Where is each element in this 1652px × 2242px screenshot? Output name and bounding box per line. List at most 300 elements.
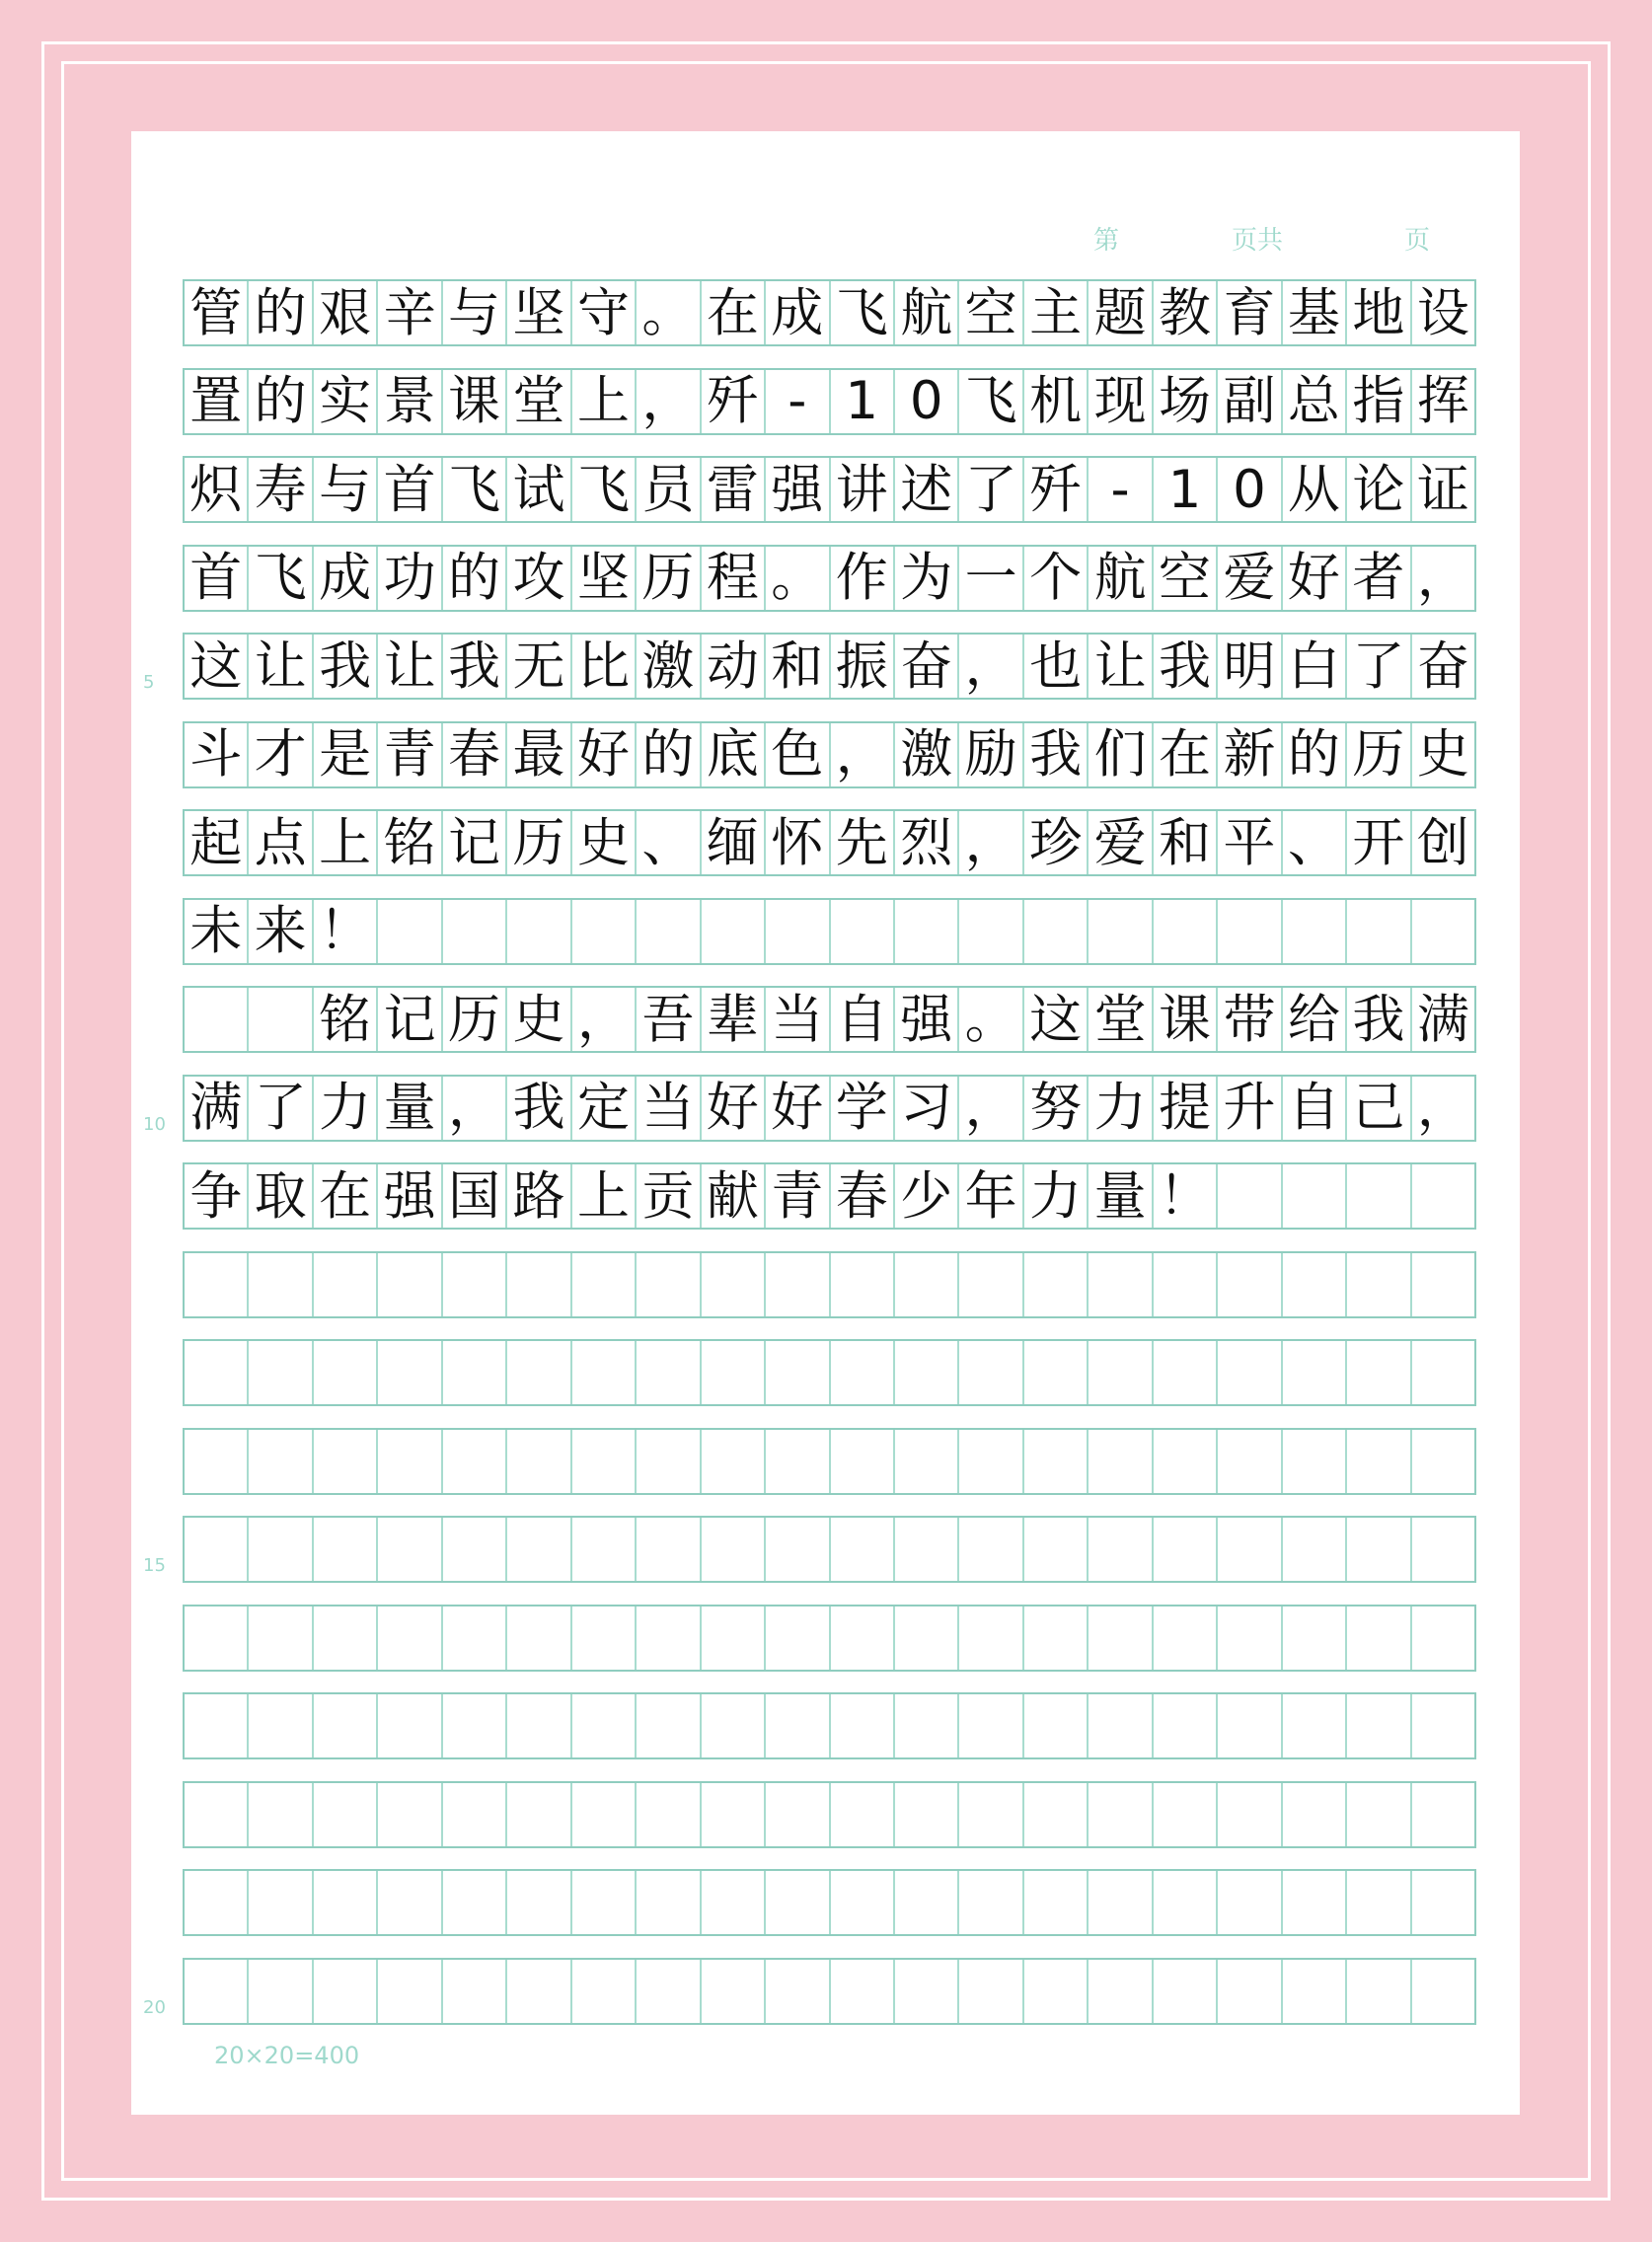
grid-cell: 歼 bbox=[702, 370, 766, 433]
grid-cell bbox=[766, 1253, 830, 1316]
grid-cell bbox=[766, 1960, 830, 2023]
grid-cell bbox=[1154, 1341, 1218, 1404]
grid-cell: 自 bbox=[831, 988, 895, 1051]
grid-cell: 动 bbox=[702, 635, 766, 698]
grid-cell bbox=[249, 1783, 313, 1846]
grid-cell: 吾 bbox=[637, 988, 701, 1051]
grid-cell: 年 bbox=[959, 1164, 1023, 1228]
grid-cell: 春 bbox=[831, 1164, 895, 1228]
grid-row bbox=[183, 721, 1476, 788]
grid-cell bbox=[1024, 1960, 1089, 2023]
grid-cell: 艰 bbox=[314, 281, 378, 344]
grid-cell bbox=[1412, 1871, 1474, 1934]
grid-cell bbox=[507, 1783, 571, 1846]
grid-cell: 学 bbox=[831, 1077, 895, 1140]
grid-cell: 了 bbox=[249, 1077, 313, 1140]
grid-cell bbox=[895, 1871, 959, 1934]
grid-cell bbox=[895, 1960, 959, 2023]
grid-cell: 献 bbox=[702, 1164, 766, 1228]
grid-cell: 上 bbox=[572, 1164, 637, 1228]
grid-cell bbox=[1089, 1430, 1153, 1493]
grid-cell: 了 bbox=[959, 458, 1023, 521]
grid-cell bbox=[1024, 1341, 1089, 1404]
grid-cell bbox=[572, 1341, 637, 1404]
grid-cell: ， bbox=[959, 1077, 1023, 1140]
grid-row bbox=[183, 1781, 1476, 1848]
grid-cell bbox=[1154, 1783, 1218, 1846]
grid-cell: 来 bbox=[249, 900, 313, 963]
grid-cell: 记 bbox=[443, 811, 507, 874]
grid-cell bbox=[507, 1430, 571, 1493]
grid-cell: 在 bbox=[702, 281, 766, 344]
grid-cell bbox=[959, 1518, 1023, 1581]
grid-cell: 雷 bbox=[702, 458, 766, 521]
grid-cell bbox=[378, 1607, 442, 1670]
grid-cell: 的 bbox=[1283, 723, 1347, 786]
grid-cell bbox=[378, 1253, 442, 1316]
grid-cell: 点 bbox=[249, 811, 313, 874]
grid-cell bbox=[1412, 1607, 1474, 1670]
grid-cell: 努 bbox=[1024, 1077, 1089, 1140]
grid-cell bbox=[185, 1430, 249, 1493]
grid-cell: 我 bbox=[1024, 723, 1089, 786]
grid-cell: 了 bbox=[1347, 635, 1411, 698]
grid-cell bbox=[1089, 1871, 1153, 1934]
grid-cell: 是 bbox=[314, 723, 378, 786]
grid-cell bbox=[1024, 1253, 1089, 1316]
grid-row bbox=[183, 1958, 1476, 2025]
grid-cell bbox=[831, 1253, 895, 1316]
grid-cell bbox=[959, 1341, 1023, 1404]
grid-row bbox=[183, 279, 1476, 346]
composition-paper bbox=[131, 131, 1520, 2115]
grid-cell: 习 bbox=[895, 1077, 959, 1140]
grid-cell: 先 bbox=[831, 811, 895, 874]
grid-cell bbox=[314, 1783, 378, 1846]
grid-cell bbox=[1283, 1694, 1347, 1757]
grid-cell bbox=[895, 1607, 959, 1670]
page-prefix: 第 bbox=[1093, 226, 1120, 256]
grid-cell bbox=[1024, 1430, 1089, 1493]
grid-cell bbox=[766, 1783, 830, 1846]
grid-cell bbox=[1218, 1960, 1282, 2023]
grid-row bbox=[183, 368, 1476, 435]
grid-cell bbox=[378, 1518, 442, 1581]
grid-cell: 现 bbox=[1089, 370, 1153, 433]
grid-cell: ， bbox=[959, 635, 1023, 698]
grid-cell: 振 bbox=[831, 635, 895, 698]
grid-cell bbox=[1024, 1871, 1089, 1934]
grid-cell: 也 bbox=[1024, 635, 1089, 698]
grid-cell: 创 bbox=[1416, 812, 1469, 873]
grid-cell: 取 bbox=[249, 1164, 313, 1228]
grid-cell bbox=[249, 1430, 313, 1493]
grid-cell: 述 bbox=[895, 458, 959, 521]
grid-cell bbox=[1412, 1518, 1474, 1581]
grid-cell: 个 bbox=[1024, 547, 1089, 610]
grid-cell bbox=[1283, 1783, 1347, 1846]
grid-cell bbox=[185, 1960, 249, 2023]
grid-cell bbox=[766, 1518, 830, 1581]
grid-cell bbox=[249, 1607, 313, 1670]
grid-cell: 首 bbox=[378, 458, 442, 521]
grid-cell: 青 bbox=[766, 1164, 830, 1228]
grid-cell: ， bbox=[572, 988, 637, 1051]
grid-cell bbox=[249, 1871, 313, 1934]
grid-cell bbox=[1412, 1164, 1474, 1228]
grid-cell: 爱 bbox=[1218, 547, 1282, 610]
grid-cell: 上 bbox=[314, 811, 378, 874]
grid-cell: ， bbox=[831, 723, 895, 786]
grid-cell: 主 bbox=[1024, 281, 1089, 344]
grid-cell bbox=[1218, 1253, 1282, 1316]
grid-cell: 飞 bbox=[249, 547, 313, 610]
grid-cell bbox=[637, 1871, 701, 1934]
grid-cell: ， bbox=[443, 1077, 507, 1140]
grid-cell bbox=[378, 1871, 442, 1934]
grid-cell: 珍 bbox=[1024, 811, 1089, 874]
grid-cell bbox=[895, 1694, 959, 1757]
grid-cell bbox=[1347, 1871, 1411, 1934]
grid-row bbox=[183, 1516, 1476, 1583]
grid-cell bbox=[572, 1518, 637, 1581]
grid-cell: 开 bbox=[1347, 811, 1411, 874]
grid-cell: 强 bbox=[895, 988, 959, 1051]
grid-row bbox=[183, 898, 1476, 965]
grid-cell bbox=[1412, 1783, 1474, 1846]
grid-cell bbox=[1218, 1607, 1282, 1670]
grid-cell: 成 bbox=[766, 281, 830, 344]
row-number: 10 bbox=[143, 1113, 166, 1135]
grid-cell: 讲 bbox=[831, 458, 895, 521]
grid-cell: 起 bbox=[185, 811, 249, 874]
grid-cell bbox=[1089, 900, 1153, 963]
grid-cell: 让 bbox=[1089, 635, 1153, 698]
grid-cell bbox=[314, 1694, 378, 1757]
grid-cell bbox=[507, 1341, 571, 1404]
grid-cell: 飞 bbox=[959, 370, 1023, 433]
grid-cell bbox=[572, 1783, 637, 1846]
grid-cell bbox=[1412, 900, 1474, 963]
grid-cell bbox=[185, 1871, 249, 1934]
grid-cell: 春 bbox=[443, 723, 507, 786]
grid-cell: 满 bbox=[185, 1077, 249, 1140]
grid-cell bbox=[831, 1871, 895, 1934]
grid-cell bbox=[443, 1607, 507, 1670]
grid-cell: 提 bbox=[1154, 1077, 1218, 1140]
grid-cell: 记 bbox=[378, 988, 442, 1051]
grid-cell bbox=[443, 1518, 507, 1581]
grid-cell: 我 bbox=[314, 635, 378, 698]
grid-cell: 让 bbox=[378, 635, 442, 698]
grid-cell bbox=[1218, 1518, 1282, 1581]
grid-cell: 让 bbox=[249, 635, 313, 698]
grid-cell: 课 bbox=[1154, 988, 1218, 1051]
grid-cell bbox=[895, 1253, 959, 1316]
grid-cell bbox=[443, 1960, 507, 2023]
grid-cell bbox=[702, 1694, 766, 1757]
grid-cell: 我 bbox=[443, 635, 507, 698]
grid-cell bbox=[249, 1341, 313, 1404]
grid-cell: ！ bbox=[1154, 1164, 1218, 1228]
grid-cell: 地 bbox=[1347, 281, 1411, 344]
grid-cell bbox=[443, 1430, 507, 1493]
grid-cell: 升 bbox=[1218, 1077, 1282, 1140]
grid-cell: 这 bbox=[1024, 988, 1089, 1051]
grid-cell bbox=[378, 1783, 442, 1846]
grid-cell bbox=[249, 1518, 313, 1581]
grid-cell bbox=[314, 1871, 378, 1934]
grid-cell: 和 bbox=[766, 635, 830, 698]
grid-cell bbox=[1089, 1694, 1153, 1757]
grid-cell: 路 bbox=[507, 1164, 571, 1228]
grid-cell: 的 bbox=[443, 547, 507, 610]
grid-cell: 寿 bbox=[249, 458, 313, 521]
grid-row bbox=[183, 1251, 1476, 1318]
grid-cell bbox=[1347, 1783, 1411, 1846]
grid-cell: 史 bbox=[572, 811, 637, 874]
grid-cell: 争 bbox=[185, 1164, 249, 1228]
grid-cell: 在 bbox=[1154, 723, 1218, 786]
grid-row bbox=[183, 1428, 1476, 1495]
grid-cell bbox=[959, 1253, 1023, 1316]
grid-cell bbox=[959, 1783, 1023, 1846]
grid-cell: 激 bbox=[637, 635, 701, 698]
grid-cell: 、 bbox=[637, 811, 701, 874]
grid-capacity-label: 20×20=400 bbox=[214, 2042, 360, 2069]
grid-cell bbox=[895, 1430, 959, 1493]
grid-cell bbox=[249, 1694, 313, 1757]
grid-cell bbox=[378, 1341, 442, 1404]
grid-cell: 航 bbox=[895, 281, 959, 344]
grid-cell bbox=[637, 1960, 701, 2023]
grid-cell bbox=[702, 1341, 766, 1404]
grid-cell bbox=[443, 1253, 507, 1316]
grid-cell bbox=[1412, 1341, 1474, 1404]
grid-cell: 飞 bbox=[831, 281, 895, 344]
grid-cell: 0 bbox=[895, 370, 959, 433]
grid-cell: 空 bbox=[959, 281, 1023, 344]
page-suffix: 页 bbox=[1404, 226, 1431, 256]
grid-cell bbox=[895, 1783, 959, 1846]
grid-cell bbox=[507, 1960, 571, 2023]
grid-cell bbox=[314, 1518, 378, 1581]
grid-cell: 贡 bbox=[637, 1164, 701, 1228]
grid-cell: 实 bbox=[314, 370, 378, 433]
grid-cell bbox=[1218, 1871, 1282, 1934]
grid-cell bbox=[572, 1960, 637, 2023]
grid-cell: 与 bbox=[443, 281, 507, 344]
grid-cell bbox=[314, 1430, 378, 1493]
grid-cell: 指 bbox=[1347, 370, 1411, 433]
grid-cell bbox=[1283, 1607, 1347, 1670]
grid-cell: 总 bbox=[1283, 370, 1347, 433]
grid-cell: - bbox=[766, 370, 830, 433]
grid-cell bbox=[443, 1694, 507, 1757]
grid-cell: 空 bbox=[1154, 547, 1218, 610]
grid-cell: - bbox=[1089, 458, 1153, 521]
grid-row bbox=[183, 1869, 1476, 1936]
grid-cell: 烈 bbox=[895, 811, 959, 874]
grid-cell bbox=[959, 1960, 1023, 2023]
grid-cell: 奋 bbox=[1416, 635, 1469, 697]
grid-cell bbox=[637, 1518, 701, 1581]
grid-cell bbox=[1283, 1871, 1347, 1934]
grid-cell: 无 bbox=[507, 635, 571, 698]
grid-cell bbox=[831, 1518, 895, 1581]
grid-cell bbox=[1347, 1430, 1411, 1493]
grid-cell: 成 bbox=[314, 547, 378, 610]
grid-cell: 缅 bbox=[702, 811, 766, 874]
grid-cell: 历 bbox=[1347, 723, 1411, 786]
grid-cell: 1 bbox=[831, 370, 895, 433]
grid-cell: 歼 bbox=[1024, 458, 1089, 521]
grid-cell: 我 bbox=[507, 1077, 571, 1140]
grid-cell: 员 bbox=[637, 458, 701, 521]
grid-cell bbox=[702, 1871, 766, 1934]
grid-row bbox=[183, 1075, 1476, 1142]
grid-cell: 定 bbox=[572, 1077, 637, 1140]
grid-cell bbox=[378, 900, 442, 963]
grid-cell: 平 bbox=[1218, 811, 1282, 874]
grid-cell bbox=[1218, 1694, 1282, 1757]
grid-cell: 攻 bbox=[507, 547, 571, 610]
grid-cell bbox=[572, 1430, 637, 1493]
grid-cell: 堂 bbox=[1089, 988, 1153, 1051]
grid-cell: 首 bbox=[185, 547, 249, 610]
grid-cell: 爱 bbox=[1089, 811, 1153, 874]
grid-cell: 我 bbox=[1154, 635, 1218, 698]
grid-cell: 程 bbox=[702, 547, 766, 610]
grid-cell: 场 bbox=[1154, 370, 1218, 433]
grid-cell bbox=[572, 1253, 637, 1316]
grid-cell bbox=[959, 1430, 1023, 1493]
page-header bbox=[131, 220, 1520, 260]
grid-cell bbox=[831, 1341, 895, 1404]
grid-cell: 一 bbox=[959, 547, 1023, 610]
grid-cell bbox=[249, 1253, 313, 1316]
grid-cell bbox=[1412, 1694, 1474, 1757]
grid-cell: 们 bbox=[1089, 723, 1153, 786]
page-middle: 页共 bbox=[1232, 226, 1284, 256]
grid-cell bbox=[1154, 1430, 1218, 1493]
row-number: 20 bbox=[143, 1996, 166, 2018]
grid-cell: 堂 bbox=[507, 370, 571, 433]
grid-cell: 0 bbox=[1218, 458, 1282, 521]
grid-cell: 最 bbox=[507, 723, 571, 786]
grid-cell: 励 bbox=[959, 723, 1023, 786]
grid-cell: 满 bbox=[1416, 989, 1469, 1050]
grid-cell: 航 bbox=[1089, 547, 1153, 610]
grid-cell bbox=[507, 1871, 571, 1934]
grid-cell: 激 bbox=[895, 723, 959, 786]
grid-cell bbox=[249, 988, 313, 1051]
grid-cell bbox=[831, 1960, 895, 2023]
grid-cell bbox=[1347, 1253, 1411, 1316]
grid-cell: 量 bbox=[378, 1077, 442, 1140]
grid-cell: 才 bbox=[249, 723, 313, 786]
grid-cell: 坚 bbox=[507, 281, 571, 344]
grid-cell bbox=[1347, 1341, 1411, 1404]
grid-cell: 景 bbox=[378, 370, 442, 433]
grid-cell bbox=[637, 1783, 701, 1846]
grid-cell: 自 bbox=[1283, 1077, 1347, 1140]
grid-cell bbox=[314, 1341, 378, 1404]
grid-cell: 设 bbox=[1416, 282, 1469, 343]
grid-cell: 1 bbox=[1154, 458, 1218, 521]
grid-row bbox=[183, 1339, 1476, 1406]
grid-cell bbox=[443, 1871, 507, 1934]
grid-cell bbox=[1024, 1783, 1089, 1846]
grid-cell: 斗 bbox=[185, 723, 249, 786]
grid-cell bbox=[1154, 1960, 1218, 2023]
grid-cell bbox=[637, 1694, 701, 1757]
grid-cell bbox=[185, 1341, 249, 1404]
grid-cell: 少 bbox=[895, 1164, 959, 1228]
grid-cell bbox=[1024, 1694, 1089, 1757]
grid-cell: 辛 bbox=[378, 281, 442, 344]
grid-cell: ！ bbox=[314, 900, 378, 963]
grid-cell bbox=[1283, 1518, 1347, 1581]
row-number: 5 bbox=[143, 672, 155, 693]
grid-cell bbox=[1154, 1607, 1218, 1670]
grid-cell bbox=[507, 1518, 571, 1581]
grid-cell: 好 bbox=[766, 1077, 830, 1140]
grid-cell: 、 bbox=[1283, 811, 1347, 874]
grid-cell: 机 bbox=[1024, 370, 1089, 433]
grid-cell bbox=[249, 1960, 313, 2023]
grid-cell bbox=[637, 1341, 701, 1404]
grid-cell bbox=[572, 1694, 637, 1757]
grid-cell: 底 bbox=[702, 723, 766, 786]
grid-cell: 新 bbox=[1218, 723, 1282, 786]
grid-cell: 和 bbox=[1154, 811, 1218, 874]
grid-cell bbox=[1347, 1164, 1411, 1228]
grid-cell: 置 bbox=[185, 370, 249, 433]
grid-cell: 己 bbox=[1347, 1077, 1411, 1140]
grid-cell: 国 bbox=[443, 1164, 507, 1228]
grid-cell bbox=[572, 900, 637, 963]
grid-cell bbox=[507, 1253, 571, 1316]
grid-cell: 。 bbox=[637, 281, 701, 344]
grid-cell: 强 bbox=[378, 1164, 442, 1228]
grid-cell: 。 bbox=[766, 547, 830, 610]
grid-cell bbox=[1283, 1960, 1347, 2023]
grid-cell: 功 bbox=[378, 547, 442, 610]
grid-row bbox=[183, 1692, 1476, 1759]
grid-cell bbox=[314, 1607, 378, 1670]
grid-cell bbox=[959, 1871, 1023, 1934]
grid-cell bbox=[443, 1783, 507, 1846]
grid-cell: 飞 bbox=[572, 458, 637, 521]
grid-cell bbox=[314, 1253, 378, 1316]
grid-cell: 这 bbox=[185, 635, 249, 698]
grid-cell bbox=[766, 1871, 830, 1934]
grid-cell: 者 bbox=[1347, 547, 1411, 610]
grid-cell: 好 bbox=[702, 1077, 766, 1140]
grid-cell: 铭 bbox=[314, 988, 378, 1051]
grid-cell: 力 bbox=[1089, 1077, 1153, 1140]
grid-cell: 力 bbox=[314, 1077, 378, 1140]
grid-cell: 。 bbox=[959, 988, 1023, 1051]
grid-cell bbox=[1089, 1607, 1153, 1670]
grid-cell bbox=[702, 900, 766, 963]
grid-cell bbox=[895, 1518, 959, 1581]
grid-cell bbox=[702, 1253, 766, 1316]
grid-cell bbox=[1283, 1253, 1347, 1316]
grid-cell: 飞 bbox=[443, 458, 507, 521]
grid-cell bbox=[831, 1607, 895, 1670]
